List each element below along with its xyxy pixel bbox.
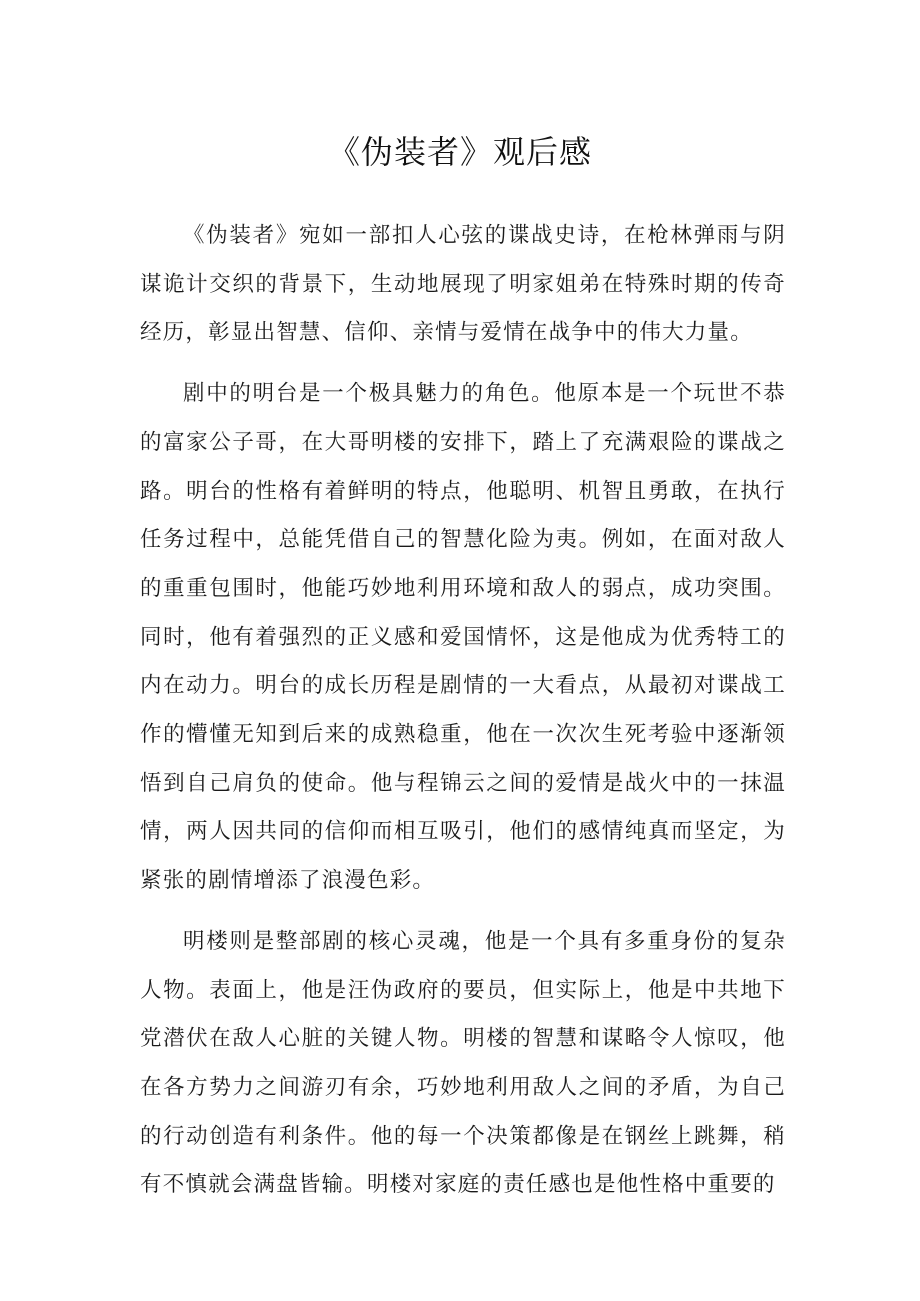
paragraph-mingtai: 剧中的明台是一个极具魅力的角色。他原本是一个玩世不恭的富家公子哥，在大哥明楼的安排下，踏上了充满艰险的谍战之路。明台的性格有着鲜明的特点，他聪明、机智且勇敢，在执行任务过程中，总能凭借自己的智慧化险为夷。例如，在面对敌人的重重包围时，他能巧妙地利用环境和敌人的弱点，成功突围。同时，他有着强烈的正义感和爱国情怀，这是他成为优秀特工的内在动力。明台的成长历程是剧情的一大看点，从最初对谍战工作的懵懂无知到后来的成熟稳重，他在一次次生死考验中逐渐领悟到自己肩负的使命。他与程锦云之间的爱情是战火中的一抹温情，两人因共同的信仰而相互吸引，他们的感情纯真而坚定，为紧张的剧情增添了浪漫色彩。: [140, 381, 786, 894]
document-title: 《伪装者》观后感: [327, 133, 592, 171]
document-body: [140, 212, 786, 1210]
paragraph-minglou: 明楼则是整部剧的核心灵魂，他是一个具有多重身份的复杂人物。表面上，他是汪伪政府的要员，但实际上，他是中共地下党潜伏在敌人心脏的关键人物。明楼的智慧和谋略令人惊叹，他在各方势力之间游刃有余，巧妙地利用敌人之间的矛盾，为自己的行动创造有利条件。他的每一个决策都像是在钢丝上跳舞，稍有不慎就会满盘皆输。明楼对家庭的责任感也是他性格中重要的: [140, 928, 786, 1198]
paragraph-intro: 《伪装者》宛如一部扣人心弦的谍战史诗，在枪林弹雨与阴谋诡计交织的背景下，生动地展现了明家姐弟在特殊时期的传奇经历，彰显出智慧、信仰、亲情与爱情在战争中的伟大力量。: [140, 223, 786, 346]
